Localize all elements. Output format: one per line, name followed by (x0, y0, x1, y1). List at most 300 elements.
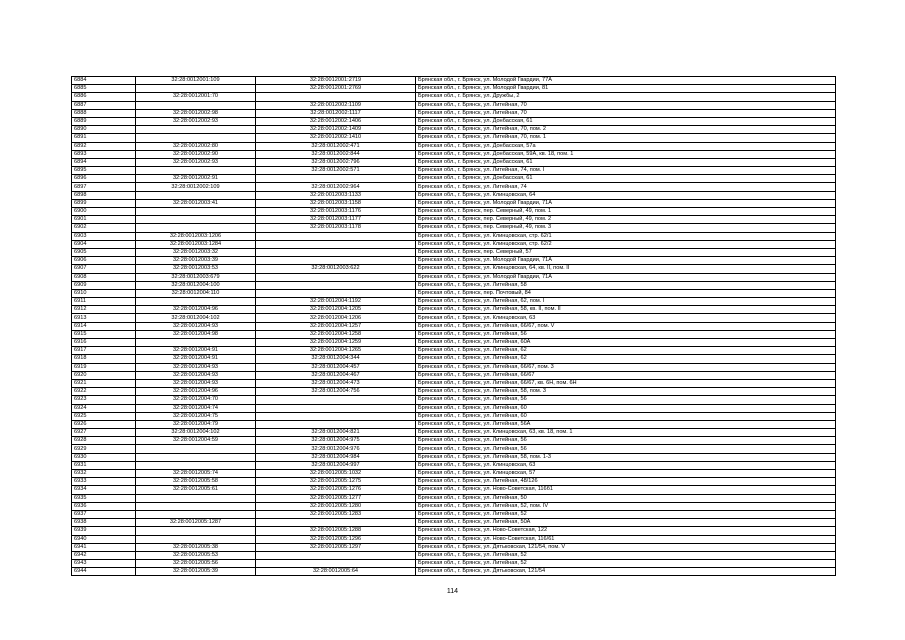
address-cell: Брянская обл., г. Брянск, ул. Литейная, 66/67, пом. V (416, 322, 836, 330)
row-number-cell: 6926 (72, 420, 136, 428)
land-cadastral-number-cell: 32:28:0012004:100 (136, 281, 256, 289)
address-cell: Брянская обл., г. Брянск, ул. Дружбы, 2 (416, 93, 836, 101)
building-cadastral-number-cell: 32:28:0012004:457 (256, 363, 416, 371)
building-cadastral-number-cell: 32:28:0012004:1258 (256, 330, 416, 338)
table-row (72, 330, 836, 338)
address-cell: Брянская обл., г. Брянск, пер. Северный, 49, пом. 3 (416, 224, 836, 232)
address-cell: Брянская обл., г. Брянск, ул. Литейная, 52 (416, 510, 836, 518)
table-row (72, 445, 836, 453)
land-cadastral-number-cell: 32:28:0012005:53 (136, 551, 256, 559)
land-cadastral-number-cell: 32:28:0012002:90 (136, 150, 256, 158)
land-cadastral-number-cell: 32:28:0012002:91 (136, 175, 256, 183)
row-number-cell: 6934 (72, 486, 136, 494)
table-row (72, 216, 836, 224)
building-cadastral-number-cell: 32:28:0012004:976 (256, 445, 416, 453)
building-cadastral-number-cell: 32:28:0012004:1206 (256, 314, 416, 322)
table-row (72, 420, 836, 428)
land-cadastral-number-cell: 32:28:0012003:39 (136, 257, 256, 265)
row-number-cell: 6941 (72, 543, 136, 551)
table-row (72, 126, 836, 134)
building-cadastral-number-cell (256, 551, 416, 559)
building-cadastral-number-cell (256, 404, 416, 412)
address-cell: Брянская обл., г. Брянск, ул. Литейная, 58, кв. II, пом. II (416, 306, 836, 314)
address-cell: Брянская обл., г. Брянск, ул. Литейная, 56 (416, 437, 836, 445)
table-row (72, 404, 836, 412)
building-cadastral-number-cell: 32:28:0012004:473 (256, 379, 416, 387)
building-cadastral-number-cell: 32:28:0012002:1109 (256, 101, 416, 109)
address-cell: Брянская обл., г. Брянск, ул. Литейная, 52 (416, 551, 836, 559)
address-cell: Брянская обл., г. Брянск, ул. Литейная, 70, пом. 2 (416, 126, 836, 134)
row-number-cell: 6931 (72, 461, 136, 469)
land-cadastral-number-cell (136, 216, 256, 224)
row-number-cell: 6891 (72, 134, 136, 142)
table-row (72, 150, 836, 158)
row-number-cell: 6929 (72, 445, 136, 453)
land-cadastral-number-cell: 32:28:0012004:91 (136, 355, 256, 363)
table-row (72, 257, 836, 265)
address-cell: Брянская обл., г. Брянск, ул. Ново-Советская, 122 (416, 527, 836, 535)
land-cadastral-number-cell: 32:28:0012003:41 (136, 199, 256, 207)
building-cadastral-number-cell: 32:28:0012003:1133 (256, 191, 416, 199)
building-cadastral-number-cell: 32:28:0012005:1276 (256, 486, 416, 494)
land-cadastral-number-cell: 32:28:0012004:74 (136, 404, 256, 412)
building-cadastral-number-cell: 32:28:0012003:1178 (256, 224, 416, 232)
row-number-cell: 6902 (72, 224, 136, 232)
land-cadastral-number-cell (136, 510, 256, 518)
land-cadastral-number-cell: 32:28:0012005:1287 (136, 519, 256, 527)
table-row (72, 543, 836, 551)
row-number-cell: 6893 (72, 150, 136, 158)
table-row (72, 158, 836, 166)
address-cell: Брянская обл., г. Брянск, ул. Литейная, 66/67, пом. 3 (416, 363, 836, 371)
row-number-cell: 6935 (72, 494, 136, 502)
row-number-cell: 6884 (72, 77, 136, 85)
address-cell: Брянская обл., г. Брянск, ул. Литейная, 58, пом. 3 (416, 388, 836, 396)
address-cell: Брянская обл., г. Брянск, ул. Литейная, 48/126 (416, 478, 836, 486)
row-number-cell: 6903 (72, 232, 136, 240)
land-cadastral-number-cell: 32:28:0012004:96 (136, 388, 256, 396)
building-cadastral-number-cell: 32:28:0012002:1409 (256, 126, 416, 134)
building-cadastral-number-cell: 32:28:0012002:471 (256, 142, 416, 150)
row-number-cell: 6887 (72, 101, 136, 109)
land-cadastral-number-cell: 32:28:0012005:56 (136, 560, 256, 568)
building-cadastral-number-cell (256, 257, 416, 265)
row-number-cell: 6921 (72, 379, 136, 387)
table-row (72, 281, 836, 289)
row-number-cell: 6919 (72, 363, 136, 371)
row-number-cell: 6895 (72, 167, 136, 175)
table-row (72, 93, 836, 101)
row-number-cell: 6914 (72, 322, 136, 330)
land-cadastral-number-cell: 32:28:0012004:79 (136, 420, 256, 428)
table-row (72, 388, 836, 396)
row-number-cell: 6890 (72, 126, 136, 134)
building-cadastral-number-cell: 32:28:0012001:2719 (256, 77, 416, 85)
row-number-cell: 6920 (72, 371, 136, 379)
building-cadastral-number-cell: 32:28:0012004:1192 (256, 298, 416, 306)
building-cadastral-number-cell: 32:28:0012004:975 (256, 437, 416, 445)
address-cell: Брянская обл., г. Брянск, ул. Литейная, 66/67 (416, 371, 836, 379)
table-row (72, 371, 836, 379)
table-row (72, 265, 836, 273)
land-cadastral-number-cell: 32:28:0012001:109 (136, 77, 256, 85)
land-cadastral-number-cell (136, 298, 256, 306)
building-cadastral-number-cell: 32:28:0012005:1296 (256, 535, 416, 543)
land-cadastral-number-cell (136, 502, 256, 510)
table-row (72, 314, 836, 322)
building-cadastral-number-cell (256, 248, 416, 256)
address-cell: Брянская обл., г. Брянск, ул. Литейная, 58, пом. 1-3 (416, 453, 836, 461)
row-number-cell: 6904 (72, 240, 136, 248)
building-cadastral-number-cell: 32:28:0012002:844 (256, 150, 416, 158)
building-cadastral-number-cell (256, 412, 416, 420)
building-cadastral-number-cell: 32:28:0012005:1277 (256, 494, 416, 502)
row-number-cell: 6898 (72, 191, 136, 199)
table-row (72, 396, 836, 404)
building-cadastral-number-cell (256, 273, 416, 281)
land-cadastral-number-cell (136, 167, 256, 175)
table-row (72, 191, 836, 199)
land-cadastral-number-cell: 32:28:0012002:80 (136, 142, 256, 150)
address-cell: Брянская обл., г. Брянск, ул. Клинцовская, стр. 62/1 (416, 232, 836, 240)
land-cadastral-number-cell (136, 134, 256, 142)
land-cadastral-number-cell: 32:28:0012003:679 (136, 273, 256, 281)
building-cadastral-number-cell: 32:28:0012004:1205 (256, 306, 416, 314)
address-cell: Брянская обл., г. Брянск, ул. Литейная, 66/67, кв. 6Н, пом. 6Н (416, 379, 836, 387)
address-cell: Брянская обл., г. Брянск, ул. Литейная, 70, пом. 1 (416, 134, 836, 142)
property-registry-table (71, 76, 836, 576)
table-row (72, 208, 836, 216)
row-number-cell: 6907 (72, 265, 136, 273)
row-number-cell: 6937 (72, 510, 136, 518)
table-row (72, 437, 836, 445)
row-number-cell: 6938 (72, 519, 136, 527)
land-cadastral-number-cell: 32:28:0012002:93 (136, 117, 256, 125)
building-cadastral-number-cell: 32:28:0012005:1288 (256, 527, 416, 535)
building-cadastral-number-cell (256, 519, 416, 527)
building-cadastral-number-cell: 32:28:0012004:467 (256, 371, 416, 379)
address-cell: Брянская обл., г. Брянск, ул. Литейная, 60 (416, 404, 836, 412)
row-number-cell: 6922 (72, 388, 136, 396)
land-cadastral-number-cell: 32:28:0012005:38 (136, 543, 256, 551)
address-cell: Брянская обл., г. Брянск, ул. Донбасская, 61 (416, 117, 836, 125)
table-row (72, 453, 836, 461)
land-cadastral-number-cell: 32:28:0012004:93 (136, 371, 256, 379)
address-cell: Брянская обл., г. Брянск, ул. Дятьковская, 121/54, пом. V (416, 543, 836, 551)
row-number-cell: 6894 (72, 158, 136, 166)
building-cadastral-number-cell (256, 175, 416, 183)
address-cell: Брянская обл., г. Брянск, пер. Северный, 57 (416, 248, 836, 256)
land-cadastral-number-cell: 32:28:0012005:39 (136, 568, 256, 576)
land-cadastral-number-cell: 32:28:0012004:102 (136, 429, 256, 437)
address-cell: Брянская обл., г. Брянск, ул. Донбасская, 59А, кв. 18, пом. 1 (416, 150, 836, 158)
land-cadastral-number-cell (136, 101, 256, 109)
address-cell: Брянская обл., г. Брянск, ул. Клинцовская, 63 (416, 461, 836, 469)
land-cadastral-number-cell (136, 494, 256, 502)
building-cadastral-number-cell: 32:28:0012004:1259 (256, 339, 416, 347)
address-cell: Брянская обл., г. Брянск, ул. Донбасская, 61 (416, 175, 836, 183)
row-number-cell: 6900 (72, 208, 136, 216)
table-row (72, 527, 836, 535)
land-cadastral-number-cell (136, 191, 256, 199)
building-cadastral-number-cell: 32:28:0012005:1275 (256, 478, 416, 486)
land-cadastral-number-cell: 32:28:0012005:61 (136, 486, 256, 494)
row-number-cell: 6905 (72, 248, 136, 256)
land-cadastral-number-cell: 32:28:0012004:93 (136, 322, 256, 330)
address-cell: Брянская обл., г. Брянск, ул. Литейная, 60А (416, 339, 836, 347)
land-cadastral-number-cell (136, 461, 256, 469)
row-number-cell: 6916 (72, 339, 136, 347)
building-cadastral-number-cell: 32:28:0012002:1117 (256, 109, 416, 117)
table-row (72, 101, 836, 109)
building-cadastral-number-cell: 32:28:0012004:997 (256, 461, 416, 469)
table-row (72, 379, 836, 387)
table-row (72, 322, 836, 330)
row-number-cell: 6896 (72, 175, 136, 183)
address-cell: Брянская обл., г. Брянск, ул. Ново-Советская, 116/61 (416, 535, 836, 543)
table-row (72, 142, 836, 150)
row-number-cell: 6911 (72, 298, 136, 306)
building-cadastral-number-cell (256, 396, 416, 404)
land-cadastral-number-cell: 32:28:0012002:109 (136, 183, 256, 191)
table-row (72, 494, 836, 502)
address-cell: Брянская обл., г. Брянск, ул. Ново-Советская, 116б1 (416, 486, 836, 494)
address-cell: Брянская обл., г. Брянск, ул. Литейная, 74, пом. I (416, 167, 836, 175)
address-cell: Брянская обл., г. Брянск, ул. Литейная, 62, пом. I (416, 298, 836, 306)
building-cadastral-number-cell: 32:28:0012005:1280 (256, 502, 416, 510)
row-number-cell: 6923 (72, 396, 136, 404)
building-cadastral-number-cell (256, 232, 416, 240)
row-number-cell: 6888 (72, 109, 136, 117)
building-cadastral-number-cell (256, 93, 416, 101)
table-row (72, 519, 836, 527)
row-number-cell: 6906 (72, 257, 136, 265)
land-cadastral-number-cell: 32:28:0012002:98 (136, 109, 256, 117)
row-number-cell: 6933 (72, 478, 136, 486)
building-cadastral-number-cell: 32:28:0012004:1257 (256, 322, 416, 330)
row-number-cell: 6915 (72, 330, 136, 338)
row-number-cell: 6930 (72, 453, 136, 461)
land-cadastral-number-cell: 32:28:0012004:70 (136, 396, 256, 404)
address-cell: Брянская обл., г. Брянск, ул. Клинцовская, 64 (416, 191, 836, 199)
building-cadastral-number-cell: 32:28:0012002:1410 (256, 134, 416, 142)
table-row (72, 560, 836, 568)
building-cadastral-number-cell: 32:28:0012002:571 (256, 167, 416, 175)
table-row (72, 134, 836, 142)
table-row (72, 117, 836, 125)
address-cell: Брянская обл., г. Брянск, ул. Литейная, 50 (416, 494, 836, 502)
building-cadastral-number-cell: 32:28:0012004:821 (256, 429, 416, 437)
row-number-cell: 6897 (72, 183, 136, 191)
building-cadastral-number-cell: 32:28:0012005:1032 (256, 470, 416, 478)
table-row (72, 289, 836, 297)
table-row (72, 486, 836, 494)
address-cell: Брянская обл., г. Брянск, пер. Северный, 49, пом. 1 (416, 208, 836, 216)
building-cadastral-number-cell: 32:28:0012004:344 (256, 355, 416, 363)
building-cadastral-number-cell: 32:28:0012005:1297 (256, 543, 416, 551)
row-number-cell: 6940 (72, 535, 136, 543)
row-number-cell: 6909 (72, 281, 136, 289)
row-number-cell: 6932 (72, 470, 136, 478)
building-cadastral-number-cell: 32:28:0012002:796 (256, 158, 416, 166)
building-cadastral-number-cell: 32:28:0012001:2769 (256, 85, 416, 93)
land-cadastral-number-cell: 32:28:0012005:74 (136, 470, 256, 478)
building-cadastral-number-cell: 32:28:0012004:984 (256, 453, 416, 461)
land-cadastral-number-cell: 32:28:0012004:59 (136, 437, 256, 445)
address-cell: Брянская обл., г. Брянск, ул. Молодой Гвардии, 71А (416, 257, 836, 265)
table-row (72, 510, 836, 518)
table-row (72, 568, 836, 576)
land-cadastral-number-cell: 32:28:0012004:102 (136, 314, 256, 322)
row-number-cell: 6936 (72, 502, 136, 510)
row-number-cell: 6901 (72, 216, 136, 224)
land-cadastral-number-cell (136, 85, 256, 93)
address-cell: Брянская обл., г. Брянск, ул. Клинцовская, 57 (416, 470, 836, 478)
building-cadastral-number-cell: 32:28:0012003:622 (256, 265, 416, 273)
building-cadastral-number-cell (256, 240, 416, 248)
building-cadastral-number-cell: 32:28:0012005:64 (256, 568, 416, 576)
building-cadastral-number-cell: 32:28:0012003:1177 (256, 216, 416, 224)
table-row (72, 175, 836, 183)
row-number-cell: 6942 (72, 551, 136, 559)
land-cadastral-number-cell (136, 535, 256, 543)
table-row (72, 339, 836, 347)
land-cadastral-number-cell: 32:28:0012004:91 (136, 347, 256, 355)
land-cadastral-number-cell (136, 453, 256, 461)
table-row (72, 535, 836, 543)
building-cadastral-number-cell: 32:28:0012002:964 (256, 183, 416, 191)
table-row (72, 273, 836, 281)
row-number-cell: 6889 (72, 117, 136, 125)
address-cell: Брянская обл., г. Брянск, ул. Литейная, 60 (416, 412, 836, 420)
building-cadastral-number-cell (256, 560, 416, 568)
address-cell: Брянская обл., г. Брянск, ул. Клинцовская, 63 (416, 314, 836, 322)
table-row (72, 298, 836, 306)
land-cadastral-number-cell (136, 339, 256, 347)
table-row (72, 461, 836, 469)
address-cell: Брянская обл., г. Брянск, ул. Литейная, 50А (416, 519, 836, 527)
table-row (72, 363, 836, 371)
land-cadastral-number-cell: 32:28:0012002:93 (136, 158, 256, 166)
land-cadastral-number-cell: 32:28:0012005:58 (136, 478, 256, 486)
building-cadastral-number-cell: 32:28:0012002:1406 (256, 117, 416, 125)
address-cell: Брянская обл., г. Брянск, ул. Литейная, 58 (416, 281, 836, 289)
table-row (72, 502, 836, 510)
row-number-cell: 6924 (72, 404, 136, 412)
address-cell: Брянская обл., г. Брянск, ул. Литейная, 74 (416, 183, 836, 191)
building-cadastral-number-cell: 32:28:0012003:1176 (256, 208, 416, 216)
row-number-cell: 6912 (72, 306, 136, 314)
row-number-cell: 6892 (72, 142, 136, 150)
building-cadastral-number-cell (256, 289, 416, 297)
land-cadastral-number-cell: 32:28:0012003:1284 (136, 240, 256, 248)
address-cell: Брянская обл., г. Брянск, ул. Литейная, 56А (416, 420, 836, 428)
table-row (72, 183, 836, 191)
row-number-cell: 6918 (72, 355, 136, 363)
row-number-cell: 6939 (72, 527, 136, 535)
address-cell: Брянская обл., г. Брянск, ул. Молодой Гвардии, 71А (416, 199, 836, 207)
table-row (72, 224, 836, 232)
land-cadastral-number-cell: 32:28:0012003:53 (136, 265, 256, 273)
table-row (72, 429, 836, 437)
building-cadastral-number-cell: 32:28:0012003:1158 (256, 199, 416, 207)
building-cadastral-number-cell: 32:28:0012004:1265 (256, 347, 416, 355)
table-row (72, 232, 836, 240)
table-row (72, 199, 836, 207)
address-cell: Брянская обл., г. Брянск, ул. Литейная, 70 (416, 101, 836, 109)
address-cell: Брянская обл., г. Брянск, ул. Литейная, 56 (416, 330, 836, 338)
page-number: 114 (446, 588, 459, 595)
address-cell: Брянская обл., г. Брянск, ул. Молодой Гвардии, 71А (416, 273, 836, 281)
land-cadastral-number-cell: 32:28:0012003:32 (136, 248, 256, 256)
address-cell: Брянская обл., г. Брянск, ул. Литейная, 52, пом. IV (416, 502, 836, 510)
table-row (72, 306, 836, 314)
address-cell: Брянская обл., г. Брянск, ул. Дятьковская, 121/54 (416, 568, 836, 576)
address-cell: Брянская обл., г. Брянск, ул. Литейная, 62 (416, 347, 836, 355)
building-cadastral-number-cell (256, 420, 416, 428)
table-row (72, 478, 836, 486)
address-cell: Брянская обл., г. Брянск, ул. Донбасская, 57а (416, 142, 836, 150)
address-cell: Брянская обл., г. Брянск, пер. Почтовый, 84 (416, 289, 836, 297)
table-row (72, 551, 836, 559)
table-row (72, 470, 836, 478)
address-cell: Брянская обл., г. Брянск, ул. Молодой Гвардии, 77А (416, 77, 836, 85)
land-cadastral-number-cell (136, 224, 256, 232)
row-number-cell: 6928 (72, 437, 136, 445)
land-cadastral-number-cell: 32:28:0012004:98 (136, 330, 256, 338)
address-cell: Брянская обл., г. Брянск, ул. Литейная, 70 (416, 109, 836, 117)
land-cadastral-number-cell: 32:28:0012004:75 (136, 412, 256, 420)
row-number-cell: 6943 (72, 560, 136, 568)
row-number-cell: 6913 (72, 314, 136, 322)
row-number-cell: 6899 (72, 199, 136, 207)
land-cadastral-number-cell: 32:28:0012004:110 (136, 289, 256, 297)
address-cell: Брянская обл., г. Брянск, ул. Клинцовская, стр. 62/2 (416, 240, 836, 248)
table-row (72, 240, 836, 248)
row-number-cell: 6925 (72, 412, 136, 420)
land-cadastral-number-cell (136, 208, 256, 216)
table-row (72, 355, 836, 363)
address-cell: Брянская обл., г. Брянск, пер. Северный, 49, пом. 2 (416, 216, 836, 224)
address-cell: Брянская обл., г. Брянск, ул. Литейная, 52 (416, 560, 836, 568)
address-cell: Брянская обл., г. Брянск, ул. Литейная, 56 (416, 445, 836, 453)
land-cadastral-number-cell: 32:28:0012001:70 (136, 93, 256, 101)
table-row (72, 412, 836, 420)
land-cadastral-number-cell: 32:28:0012004:96 (136, 306, 256, 314)
row-number-cell: 6917 (72, 347, 136, 355)
building-cadastral-number-cell: 32:28:0012005:1283 (256, 510, 416, 518)
land-cadastral-number-cell (136, 126, 256, 134)
row-number-cell: 6927 (72, 429, 136, 437)
address-cell: Брянская обл., г. Брянск, ул. Донбасская, 61 (416, 158, 836, 166)
address-cell: Брянская обл., г. Брянск, ул. Клинцовская, 64, кв. II, пом. II (416, 265, 836, 273)
table-row (72, 347, 836, 355)
address-cell: Брянская обл., г. Брянск, ул. Клинцовская, 63, кв. 18, пом. 1 (416, 429, 836, 437)
table-row (72, 85, 836, 93)
address-cell: Брянская обл., г. Брянск, ул. Молодой Гвардии, 81 (416, 85, 836, 93)
table-row (72, 248, 836, 256)
land-cadastral-number-cell (136, 445, 256, 453)
land-cadastral-number-cell: 32:28:0012004:93 (136, 379, 256, 387)
building-cadastral-number-cell: 32:28:0012004:756 (256, 388, 416, 396)
row-number-cell: 6910 (72, 289, 136, 297)
registry-table-body (72, 77, 836, 576)
land-cadastral-number-cell: 32:28:0012004:93 (136, 363, 256, 371)
row-number-cell: 6944 (72, 568, 136, 576)
land-cadastral-number-cell (136, 527, 256, 535)
row-number-cell: 6908 (72, 273, 136, 281)
land-cadastral-number-cell: 32:28:0012003:1206 (136, 232, 256, 240)
